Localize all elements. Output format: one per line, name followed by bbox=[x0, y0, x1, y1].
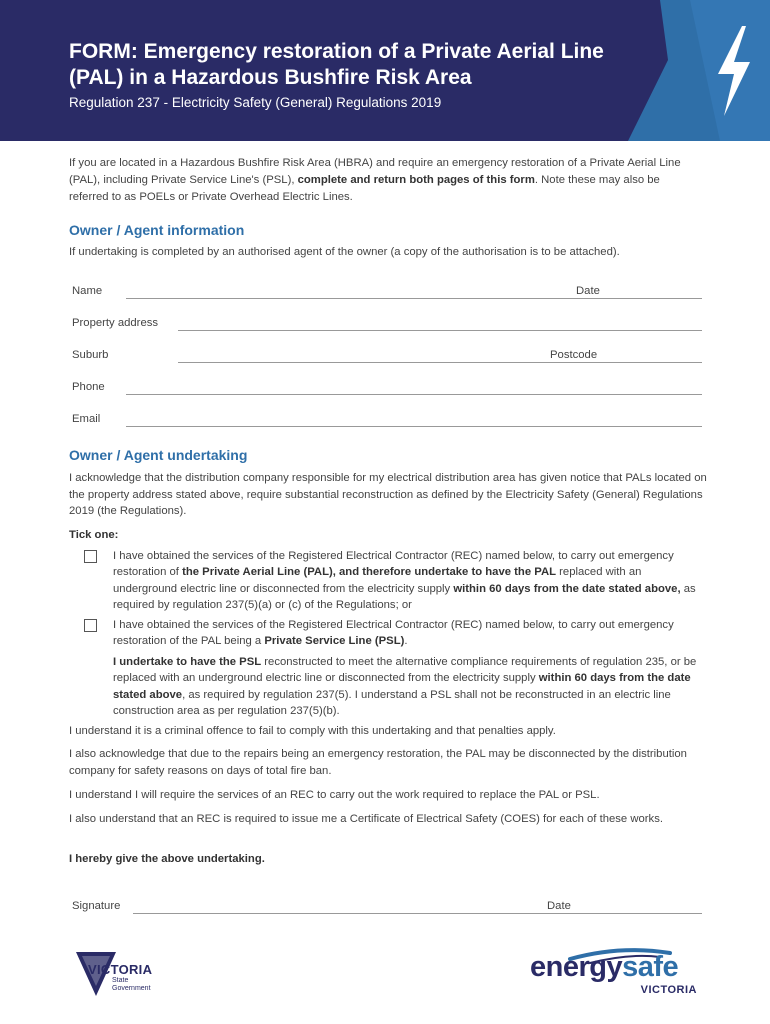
option-pal-checkbox[interactable] bbox=[84, 550, 97, 563]
signature-field[interactable] bbox=[133, 913, 702, 914]
signature-label: Signature bbox=[72, 900, 121, 912]
energysafe-wordmark: energysafe bbox=[530, 951, 679, 983]
option-psl-detail: I undertake to have the PSL reconstructed to meet the alternative compliance requirements of regulation 235, or be replaced with an underground electric line or disconnected from the electricity supply within 60 days from the date stated above, as required by regulation 237(5). I understand a PSL shall not be reconstructed in an electric line construction area as per regulation 237(5)(b). bbox=[113, 656, 697, 718]
option-pal-text: I have obtained the services of the Registered Electrical Contractor (REC) named below, to carry out emergency restoration of the Private Aerial Line (PAL), and therefore undertake to have the PAL replaced with an underground electric line or disconnected from the electricity supply within 60 days from the date stated above, as required by regulation 237(5)(a) or (c) of the Regulations; or bbox=[113, 550, 696, 612]
victoria-government-logo bbox=[74, 950, 174, 1005]
understand-penalty: I understand it is a criminal offence to fail to comply with this undertaking and that penalties apply. bbox=[69, 725, 556, 737]
date-label: Date bbox=[576, 285, 600, 297]
understand-rec: I understand I will require the services of an REC to carry out the work required to replace the PAL or PSL. bbox=[69, 789, 600, 801]
property-address-label: Property address bbox=[72, 317, 159, 329]
property-address-field[interactable] bbox=[178, 330, 702, 331]
suburb-label: Suburb bbox=[72, 349, 109, 361]
owner-info-heading: Owner / Agent information bbox=[69, 222, 245, 238]
name-field[interactable] bbox=[126, 298, 702, 299]
acknowledge-paragraph: I acknowledge that the distribution company responsible for my electrical distribution area has given notice that PALs located on the property address stated above, require substantial reconstruction as defined by the Electricity Safety (General) Regulations 2019 (the Regulations). bbox=[69, 472, 707, 518]
undertaking-heading: Owner / Agent undertaking bbox=[69, 447, 248, 463]
victoria-logo-text: VICTORIA bbox=[88, 962, 153, 977]
email-label: Email bbox=[72, 413, 101, 425]
lightning-bolt-icon bbox=[704, 22, 764, 122]
tick-one-label: Tick one: bbox=[69, 529, 119, 541]
email-field[interactable] bbox=[126, 426, 702, 427]
form-subtitle: Regulation 237 - Electricity Safety (General) Regulations 2019 bbox=[69, 95, 442, 110]
phone-field[interactable] bbox=[126, 394, 702, 395]
postcode-label: Postcode bbox=[550, 349, 598, 361]
understand-coes: I also understand that an REC is required to issue me a Certificate of Electrical Safety (COES) for each of these works. bbox=[69, 813, 663, 825]
understand-disconnection: I also acknowledge that due to the repairs being an emergency restoration, the PAL may be disconnected by the distribution company for safety reasons on days of total fire ban. bbox=[69, 748, 687, 777]
owner-info-note: If undertaking is completed by an authorised agent of the owner (a copy of the authorisation is to be attached). bbox=[69, 246, 620, 258]
option-psl-checkbox[interactable] bbox=[84, 619, 97, 632]
state-government-text: State Government bbox=[112, 977, 151, 992]
phone-label: Phone bbox=[72, 381, 105, 393]
energysafe-logo bbox=[530, 945, 705, 1000]
energysafe-victoria-text: VICTORIA bbox=[640, 984, 697, 996]
form-title: FORM: Emergency restoration of a Private Aerial Line (PAL) in a Hazardous Bushfire Risk Area bbox=[69, 40, 604, 89]
intro-paragraph: If you are located in a Hazardous Bushfire Risk Area (HBRA) and require an emergency restoration of a Private Aerial Line (PAL), including Private Service Line's (PSL), complete and return both pages of this form. Note these may also be referred to as POELs or Private Overhead Electric Lines. bbox=[69, 157, 681, 203]
suburb-field[interactable] bbox=[178, 362, 702, 363]
give-undertaking: I hereby give the above undertaking. bbox=[69, 853, 265, 865]
option-psl-text: I have obtained the services of the Registered Electrical Contractor (REC) named below, to carry out emergency restoration of the PAL being a Private Service Line (PSL). bbox=[113, 619, 674, 648]
name-label: Name bbox=[72, 285, 103, 297]
form-header bbox=[0, 0, 770, 141]
signature-date-label: Date bbox=[547, 900, 571, 912]
